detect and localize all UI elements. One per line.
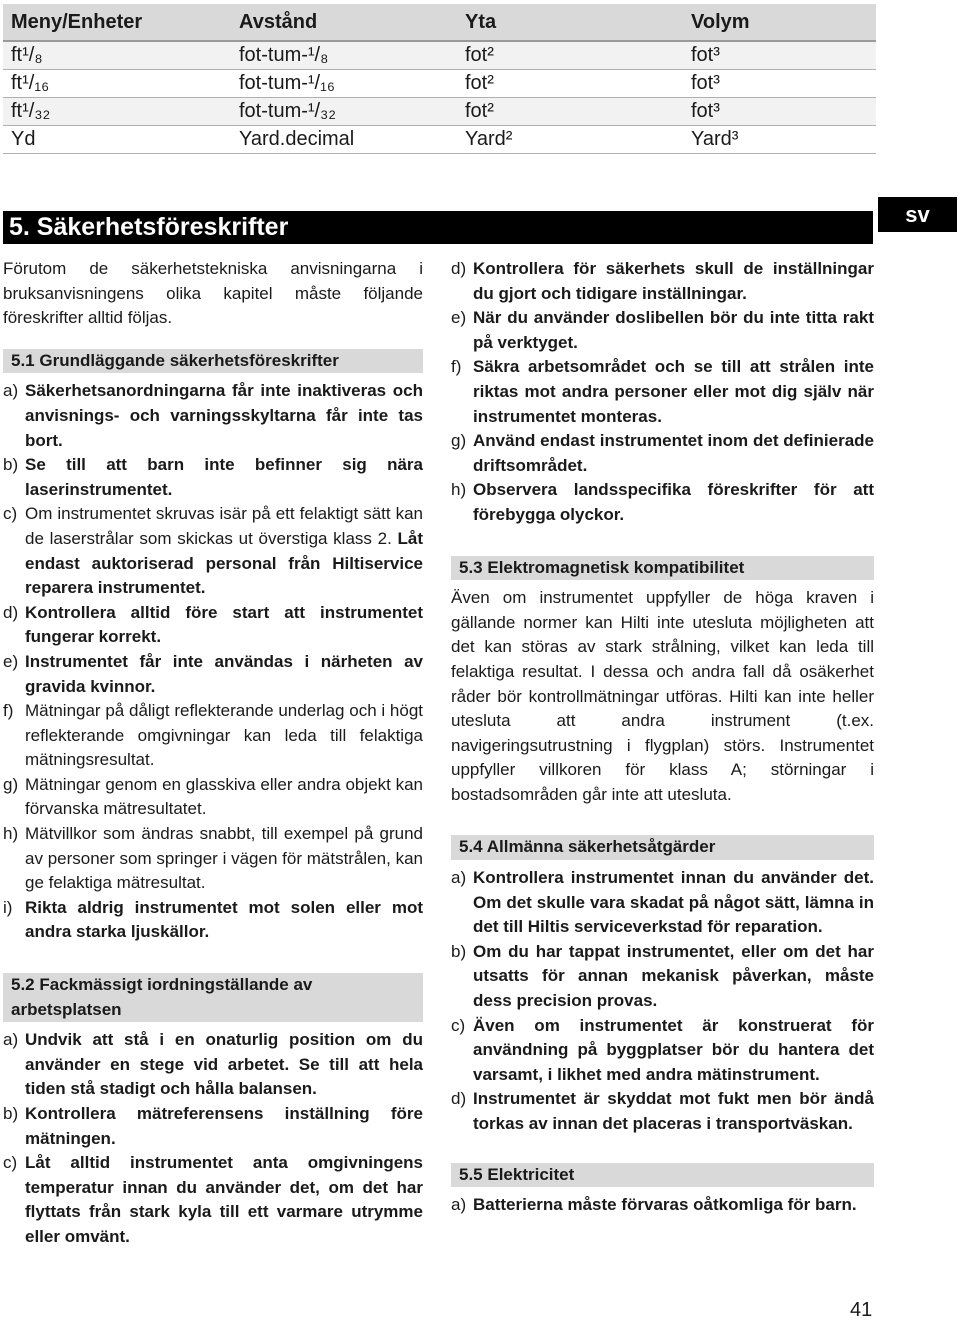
list-item bbox=[3, 1102, 423, 1151]
list-item bbox=[451, 306, 874, 355]
item-label: f) bbox=[3, 701, 14, 721]
table-cell: Yard.decimal bbox=[231, 126, 457, 154]
item-text-wrap bbox=[25, 502, 423, 600]
item-text: Se till att barn inte befinner sig nära laserinstrumentet. bbox=[25, 455, 423, 499]
table-header-row bbox=[3, 4, 876, 41]
right-column bbox=[451, 257, 874, 1218]
table-cell: fot² bbox=[457, 98, 683, 126]
table-cell: Yard² bbox=[457, 126, 683, 154]
list-item bbox=[451, 1014, 874, 1088]
item-label: d) bbox=[451, 259, 467, 278]
emc-paragraph: Även om instrumentet uppfyller de höga kraven i gällande normer kan Hilti inte utesluta möjligheten att det kan störas av stark strålning, vilket kan leda till felaktiga resultat. I dessa och andra fall då osäkerhet råder bör kontrollmätningar utföras. Hilti kan inte heller utesluta att andra instrument (t.ex. navigeringsutrustning i flygplan) störs. Instrumentet uppfyller villkoren för klass A; störningar i bostadsområden går inte att utesluta. bbox=[451, 588, 874, 804]
table-cell: fot³ bbox=[683, 41, 876, 70]
item-label: h) bbox=[451, 480, 467, 500]
list-item bbox=[3, 896, 423, 945]
list-item bbox=[3, 650, 423, 699]
table-cell: fot-tum-¹/₁₆ bbox=[231, 70, 457, 98]
table-cell: Yd bbox=[3, 126, 231, 154]
language-tab: sv bbox=[878, 197, 957, 232]
table-header-cell: Avstånd bbox=[231, 4, 457, 41]
table-header-cell: Meny/Enheter bbox=[3, 4, 231, 41]
item-text: Undvik att stå i en onaturlig position om du använder en stege vid arbetet. Se till att hela tiden stå stadigt och hålla balansen. bbox=[25, 1030, 423, 1099]
list-item bbox=[3, 601, 423, 650]
item-text: Om instrumentet skruvas isär på ett felaktigt sätt kan de laserstrålar som skickas ut överstiga klass 2. bbox=[25, 504, 423, 548]
item-text: Kontrollera för säkerhets skull de inställningar du gjort och tidigare inställningar. bbox=[473, 259, 874, 303]
list-item bbox=[3, 1151, 423, 1249]
page-number: 41 bbox=[850, 1299, 873, 1321]
table-row bbox=[3, 98, 876, 126]
table-row bbox=[3, 70, 876, 98]
list-item bbox=[3, 379, 423, 453]
item-label: e) bbox=[451, 308, 467, 328]
table-header-cell: Volym bbox=[683, 4, 876, 41]
list-item bbox=[451, 257, 874, 306]
table-row bbox=[3, 126, 876, 154]
table-cell: ft¹/₁₆ bbox=[3, 70, 231, 98]
list-item bbox=[451, 355, 874, 429]
table-cell: fot-tum-¹/₈ bbox=[231, 41, 457, 70]
item-text: Om du har tappat instrumentet, eller om det har utsatts för annan mekanisk påverkan, måste dess precision provas. bbox=[473, 941, 874, 1011]
section-title: 5. Säkerhetsföreskrifter bbox=[3, 211, 873, 244]
left-column bbox=[3, 257, 423, 1250]
item-label: b) bbox=[3, 455, 19, 475]
table-row bbox=[3, 41, 876, 70]
list-item bbox=[451, 940, 874, 1014]
item-label: a) bbox=[451, 868, 467, 888]
item-text: Kontrollera alltid före start att instrumentet fungerar korrekt. bbox=[25, 602, 423, 647]
item-label: b) bbox=[451, 941, 467, 961]
list-item bbox=[451, 866, 874, 940]
units-table bbox=[3, 4, 876, 154]
item-text: Kontrollera instrumentet innan du använder det. Om det skulle vara skadat på något sätt, lämna in det till Hiltis serviceverkstad för reparation. bbox=[473, 868, 874, 937]
subsection-title-5-4: 5.4 Allmänna säkerhetsåtgärder bbox=[451, 835, 874, 860]
item-text: Mätvillkor som ändras snabbt, till exempel på grund av personer som springer i vägen för mätstrålen, kan ge felaktiga mätresultat. bbox=[25, 824, 423, 893]
table-cell: ft¹/₈ bbox=[3, 41, 231, 70]
table-cell: fot³ bbox=[683, 70, 876, 98]
item-label: f) bbox=[451, 357, 462, 377]
item-label: g) bbox=[451, 431, 467, 451]
item-text: Observera landsspecifika föreskrifter för att förebygga olyckor. bbox=[473, 480, 874, 524]
item-text: Låt alltid instrumentet anta omgivningens temperatur innan du använder det, om det har flyttats från stark kyla till ett varmare utrymme eller omvänt. bbox=[25, 1153, 423, 1246]
item-text: När du använder doslibellen bör du inte titta rakt på verktyget. bbox=[473, 308, 874, 352]
table-cell: Yard³ bbox=[683, 126, 876, 154]
item-text: Säkra arbetsområdet och se till att strålen inte riktas mot andra personer eller mot dig själv när instrumentet monteras. bbox=[473, 357, 874, 426]
table-cell: fot² bbox=[457, 70, 683, 98]
list-item bbox=[451, 1193, 874, 1218]
item-text: Även om instrumentet är konstruerat för användning på byggplatser bör du hantera det varsamt, i likhet med andra mätinstrument. bbox=[473, 1015, 874, 1084]
subsection-title-5-2: 5.2 Fackmässigt iordningställande av arbetsplatsen bbox=[3, 973, 423, 1022]
item-text: Batterierna måste förvaras oåtkomliga för barn. bbox=[473, 1195, 857, 1215]
item-label: c) bbox=[451, 1015, 466, 1035]
list-item bbox=[3, 1028, 423, 1102]
item-label: c) bbox=[3, 1153, 18, 1173]
table-header-cell: Yta bbox=[457, 4, 683, 41]
list-item bbox=[451, 478, 874, 527]
item-label: c) bbox=[3, 504, 18, 524]
item-text: Instrumentet får inte användas i närheten av gravida kvinnor. bbox=[25, 651, 423, 696]
item-text: Säkerhetsanordningarna får inte inaktiveras och anvisnings- och varningsskyltarna får inte tas bort. bbox=[25, 381, 423, 450]
subsection-title-5-1: 5.1 Grundläggande säkerhetsföreskrifter bbox=[3, 349, 423, 374]
item-label: a) bbox=[3, 381, 19, 401]
intro-paragraph: Förutom de säkerhetstekniska anvisningarna i bruksanvisningens olika kapitel måste följande föreskrifter alltid följas. bbox=[3, 259, 423, 328]
item-text: Använd endast instrumentet inom det definierade driftsområdet. bbox=[473, 431, 874, 475]
item-label: e) bbox=[3, 651, 19, 671]
item-label: d) bbox=[3, 602, 19, 622]
table-cell: fot³ bbox=[683, 98, 876, 126]
list-item bbox=[3, 453, 423, 502]
item-label: i) bbox=[3, 897, 13, 917]
item-label: a) bbox=[451, 1195, 467, 1215]
table-cell: fot² bbox=[457, 41, 683, 70]
list-item bbox=[3, 773, 423, 822]
item-label: g) bbox=[3, 774, 19, 794]
list-item bbox=[451, 429, 874, 478]
list-item bbox=[451, 1087, 874, 1136]
subsection-title-5-5: 5.5 Elektricitet bbox=[451, 1163, 874, 1188]
item-label: b) bbox=[3, 1104, 19, 1123]
list-item bbox=[3, 502, 423, 600]
table-cell: ft¹/₃₂ bbox=[3, 98, 231, 126]
item-text: Mätningar genom en glasskiva eller andra objekt kan förvanska mätresultatet. bbox=[25, 774, 423, 819]
item-text: Rikta aldrig instrumentet mot solen eller mot andra starka ljuskällor. bbox=[25, 897, 423, 942]
item-text-bold: Låt endast auktoriserad personal från Hiltiservice reparera instrumentet. bbox=[25, 528, 423, 598]
item-text: Instrumentet är skyddat mot fukt men bör ändå torkas av innan det placeras i transportväskan. bbox=[473, 1089, 874, 1133]
item-text: Kontrollera mätreferensens inställning före mätningen. bbox=[25, 1104, 423, 1148]
subsection-title-5-3: 5.3 Elektromagnetisk kompatibilitet bbox=[451, 556, 874, 581]
item-label: a) bbox=[3, 1030, 19, 1050]
item-text: Mätningar på dåligt reflekterande underlag och i högt reflekterande omgivningar kan leda till felaktiga mätningsresultat. bbox=[25, 701, 423, 770]
item-label: h) bbox=[3, 824, 19, 844]
table-cell: fot-tum-¹/₃₂ bbox=[231, 98, 457, 126]
item-label: d) bbox=[451, 1089, 467, 1109]
list-item bbox=[3, 822, 423, 896]
list-item bbox=[3, 699, 423, 773]
